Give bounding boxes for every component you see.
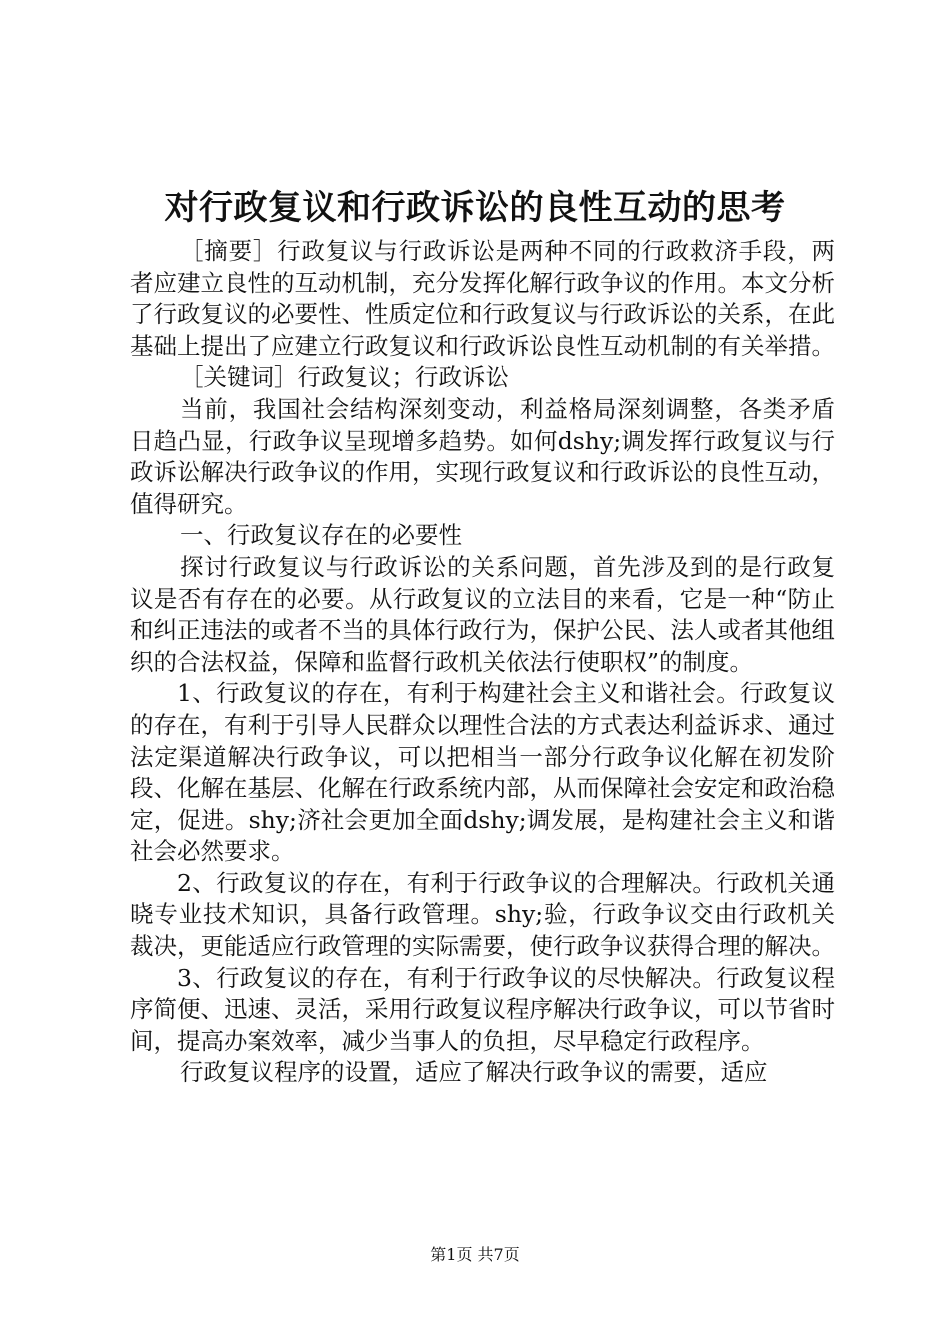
abstract-paragraph: ［摘要］行政复议与行政诉讼是两种不同的行政救济手段，两者应建立良性的互动机制，充分发挥化解行政争议的作用。本文分析了行政复议的必要性、性质定位和行政复议与行政诉讼的关系，在此基础上提出了应建立行政复议和行政诉讼良性互动机制的有关举措。 (130, 237, 835, 360)
document-title: 对行政复议和行政诉讼的良性互动的思考 (164, 188, 786, 228)
section-heading: 一、行政复议存在的必要性 (180, 521, 462, 550)
numbered-paragraph-2: 2、行政复议的存在，有利于行政争议的合理解决。行政机关通晓专业技术知识，具备行政管理。shy;验，行政争议交由行政机关裁决，更能适应行政管理的实际需要，使行政争议获得合理的解决。 (130, 868, 835, 961)
numbered-paragraph-3: 3、行政复议的存在，有利于行政争议的尽快解决。行政复议程序简便、迅速、灵活，采用行政复议程序解决行政争议，可以节省时间，提高办案效率，减少当事人的负担，尽早稳定行政程序。 (130, 963, 835, 1055)
document-body (130, 236, 835, 1089)
numbered-paragraph-1: 1、行政复议的存在，有利于构建社会主义和谐社会。行政复议的存在，有利于引导人民群众以理性合法的方式表达利益诉求、通过法定渠道解决行政争议，可以把相当一部分行政争议化解在初发阶段、化解在基层、化解在行政系统内部，从而保障社会安定和政治稳定，促进。shy;济社会更加全面dshy;调发展，是构建社会主义和谐社会必然要求。 (130, 679, 835, 866)
body-paragraph: 行政复议程序的设置，适应了解决行政争议的需要，适应 (180, 1058, 768, 1087)
intro-paragraph: 当前，我国社会结构深刻变动，利益格局深刻调整，各类矛盾日趋凸显，行政争议呈现增多趋势。如何dshy;调发挥行政复议与行政诉讼解决行政争议的作用，实现行政复议和行政诉讼的良性互动，值得研究。 (130, 394, 835, 518)
body-paragraph: 探讨行政复议与行政诉讼的关系问题，首先涉及到的是行政复议是否有存在的必要。从行政复议的立法目的来看，它是一种“防止和纠正违法的或者不当的具体行政行为，保护公民、法人或者其他组织的合法权益，保障和监督行政机关依法行使职权”的制度。 (130, 552, 835, 676)
page-number: 第1页 共7页 (430, 1245, 520, 1264)
keywords-paragraph: ［关键词］行政复议；行政诉讼 (180, 363, 509, 392)
